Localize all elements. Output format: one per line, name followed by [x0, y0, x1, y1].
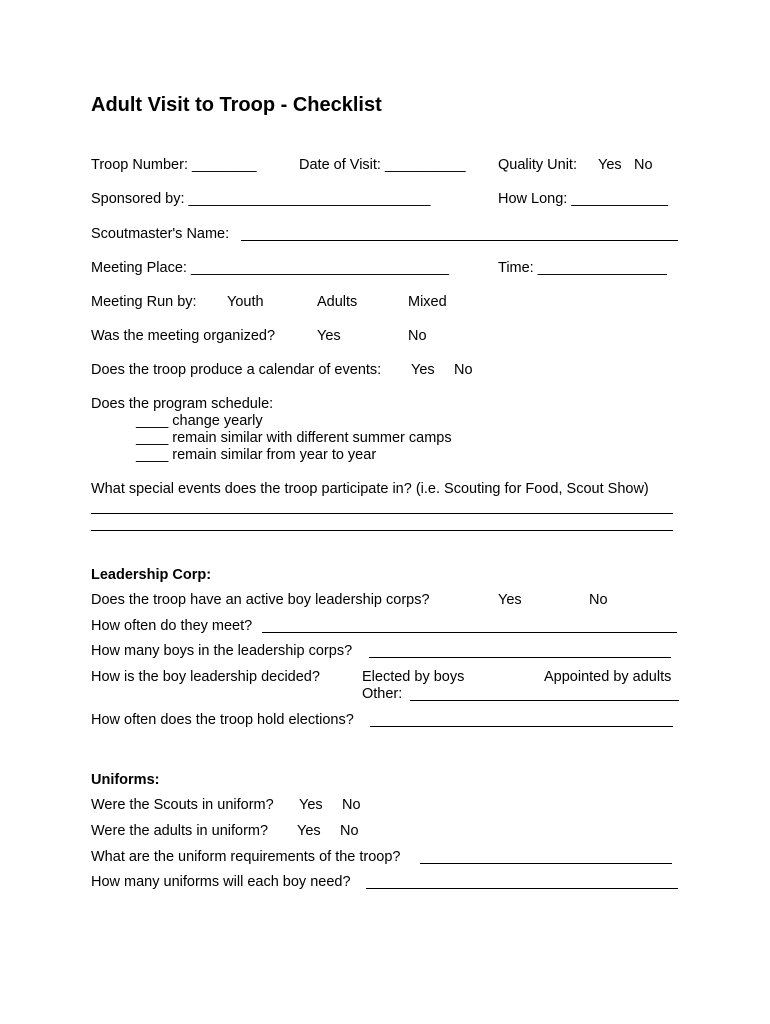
- uniform-count-question: How many uniforms will each boy need?: [91, 874, 351, 890]
- uniform-count-line[interactable]: [366, 888, 678, 889]
- leadership-boys-line[interactable]: [369, 657, 671, 658]
- time-field[interactable]: Time: ________________: [498, 260, 667, 276]
- schedule-option-summer-camps[interactable]: ____ remain similar with different summer camps: [136, 430, 452, 446]
- calendar-question: Does the troop produce a calendar of events:: [91, 362, 382, 378]
- organized-no[interactable]: No: [408, 328, 427, 344]
- special-events-line-1[interactable]: [91, 513, 673, 514]
- schedule-question: Does the program schedule:: [91, 396, 274, 412]
- run-by-adults[interactable]: Adults: [317, 294, 358, 310]
- uniforms-heading: Uniforms:: [91, 772, 160, 788]
- date-of-visit-field[interactable]: Date of Visit: __________: [299, 157, 466, 173]
- run-by-mixed[interactable]: Mixed: [408, 294, 447, 310]
- leadership-meet-question: How often do they meet?: [91, 618, 253, 634]
- schedule-option-yearly[interactable]: ____ change yearly: [136, 413, 263, 429]
- quality-unit-no[interactable]: No: [634, 157, 653, 173]
- uniform-requirements-question: What are the uniform requirements of the troop?: [91, 849, 401, 865]
- special-events-question: What special events does the troop participate in? (i.e. Scouting for Food, Scout Show): [91, 481, 649, 497]
- leadership-decided-question: How is the boy leadership decided?: [91, 669, 320, 685]
- other-line[interactable]: [410, 700, 679, 701]
- adults-uniform-no[interactable]: No: [340, 823, 359, 839]
- calendar-no[interactable]: No: [454, 362, 473, 378]
- troop-number-field[interactable]: Troop Number: ________: [91, 157, 257, 173]
- page-title: Adult Visit to Troop - Checklist: [91, 94, 382, 116]
- elections-question: How often does the troop hold elections?: [91, 712, 354, 728]
- appointed-by-adults-option[interactable]: Appointed by adults: [544, 669, 672, 685]
- other-label: Other:: [362, 686, 403, 702]
- leadership-active-yes[interactable]: Yes: [498, 592, 522, 608]
- scouts-uniform-yes[interactable]: Yes: [299, 797, 323, 813]
- how-long-field[interactable]: How Long: ____________: [498, 191, 669, 207]
- meeting-place-field[interactable]: Meeting Place: ________________________________: [91, 260, 449, 276]
- scoutmaster-label: Scoutmaster's Name:: [91, 226, 230, 242]
- sponsored-by-field[interactable]: Sponsored by: ______________________________: [91, 191, 431, 207]
- elections-line[interactable]: [370, 726, 673, 727]
- meeting-run-by-label: Meeting Run by:: [91, 294, 197, 310]
- leadership-active-question: Does the troop have an active boy leadership corps?: [91, 592, 430, 608]
- organized-question: Was the meeting organized?: [91, 328, 276, 344]
- leadership-heading: Leadership Corp:: [91, 567, 212, 583]
- scouts-uniform-no[interactable]: No: [342, 797, 361, 813]
- leadership-active-no[interactable]: No: [589, 592, 608, 608]
- adults-uniform-yes[interactable]: Yes: [297, 823, 321, 839]
- special-events-line-2[interactable]: [91, 530, 673, 531]
- run-by-youth[interactable]: Youth: [227, 294, 264, 310]
- uniform-requirements-line[interactable]: [420, 863, 672, 864]
- quality-unit-label: Quality Unit:: [498, 157, 577, 173]
- quality-unit-yes[interactable]: Yes: [598, 157, 622, 173]
- calendar-yes[interactable]: Yes: [411, 362, 435, 378]
- scoutmaster-line[interactable]: [241, 240, 678, 241]
- elected-by-boys-option[interactable]: Elected by boys: [362, 669, 465, 685]
- leadership-meet-line[interactable]: [262, 632, 677, 633]
- scouts-uniform-question: Were the Scouts in uniform?: [91, 797, 274, 813]
- adults-uniform-question: Were the adults in uniform?: [91, 823, 269, 839]
- schedule-option-year-to-year[interactable]: ____ remain similar from year to year: [136, 447, 377, 463]
- organized-yes[interactable]: Yes: [317, 328, 341, 344]
- leadership-boys-question: How many boys in the leadership corps?: [91, 643, 353, 659]
